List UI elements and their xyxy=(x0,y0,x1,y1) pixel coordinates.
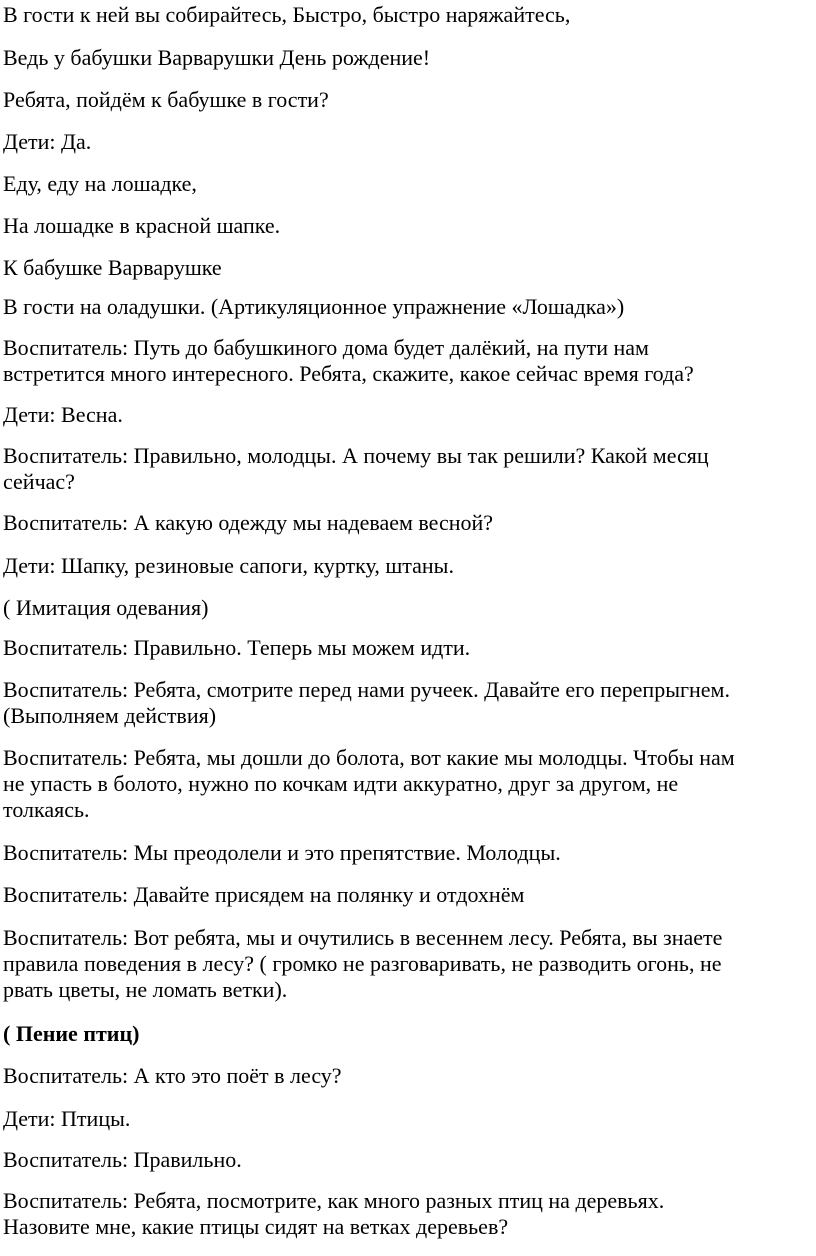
text-line: встретится много интересного. Ребята, скажите, какое сейчас время года? xyxy=(3,361,694,386)
text-line: Воспитатель: Давайте присядем на полянку и отдохнём xyxy=(3,882,525,907)
text-line: (Выполняем действия) xyxy=(3,703,217,728)
text-line: В гости на оладушки. (Артикуляционное упражнение «Лошадка») xyxy=(3,294,625,319)
text-line: толкаясь. xyxy=(3,797,90,822)
text-line: Назовите мне, какие птицы сидят на ветках деревьев? xyxy=(3,1214,509,1239)
paragraph xyxy=(3,2,815,28)
text-line: Еду, еду на лошадке, xyxy=(3,171,197,196)
paragraph xyxy=(3,294,815,320)
paragraph xyxy=(3,443,815,495)
paragraph xyxy=(3,335,815,387)
bold-heading xyxy=(3,1021,815,1047)
paragraph xyxy=(3,171,815,197)
text-line: ( Имитация одевания) xyxy=(3,595,209,620)
paragraph xyxy=(3,1188,815,1240)
text-line: Воспитатель: Путь до бабушкиного дома будет далёкий, на пути нам xyxy=(3,335,649,360)
text-line: ( Пение птиц) xyxy=(3,1021,140,1046)
paragraph xyxy=(3,925,815,1003)
paragraph xyxy=(3,553,815,579)
paragraph xyxy=(3,213,815,239)
text-line: Дети: Весна. xyxy=(3,402,123,427)
text-line: Воспитатель: Мы преодолели и это препятствие. Молодцы. xyxy=(3,840,561,865)
text-line: К бабушке Варварушке xyxy=(3,255,222,280)
text-line: Воспитатель: А кто это поёт в лесу? xyxy=(3,1063,342,1088)
paragraph xyxy=(3,1147,815,1173)
text-line: Воспитатель: Ребята, смотрите перед нами ручеек. Давайте его перепрыгнем. xyxy=(3,677,730,702)
text-line: не упасть в болото, нужно по кочкам идти аккуратно, друг за другом, не xyxy=(3,771,679,796)
paragraph xyxy=(3,129,815,155)
text-line: Дети: Да. xyxy=(3,129,92,154)
paragraph xyxy=(3,510,815,536)
paragraph xyxy=(3,1063,815,1089)
text-line: Воспитатель: Вот ребята, мы и очутились в весеннем лесу. Ребята, вы знаете xyxy=(3,925,723,950)
text-line: Дети: Шапку, резиновые сапоги, куртку, штаны. xyxy=(3,553,454,578)
text-line: Ребята, пойдём к бабушке в гости? xyxy=(3,87,329,112)
paragraph xyxy=(3,882,815,908)
text-line: Воспитатель: Ребята, мы дошли до болота, вот какие мы молодцы. Чтобы нам xyxy=(3,745,735,770)
text-line: На лошадке в красной шапке. xyxy=(3,213,281,238)
paragraph xyxy=(3,595,815,621)
text-line: Воспитатель: Правильно, молодцы. А почему вы так решили? Какой месяц xyxy=(3,443,709,468)
text-line: Воспитатель: А какую одежду мы надеваем весной? xyxy=(3,510,494,535)
text-line: рвать цветы, не ломать ветки). xyxy=(3,977,288,1002)
text-line: Воспитатель: Правильно. Теперь мы можем идти. xyxy=(3,635,471,660)
paragraph xyxy=(3,840,815,866)
text-line: Воспитатель: Правильно. xyxy=(3,1147,242,1172)
paragraph xyxy=(3,1106,815,1132)
paragraph xyxy=(3,745,815,823)
text-line: сейчас? xyxy=(3,469,75,494)
text-line: правила поведения в лесу? ( громко не разговаривать, не разводить огонь, не xyxy=(3,951,722,976)
paragraph xyxy=(3,402,815,428)
text-line: Воспитатель: Ребята, посмотрите, как много разных птиц на деревьях. xyxy=(3,1188,665,1213)
paragraph xyxy=(3,255,815,281)
paragraph xyxy=(3,45,815,71)
text-line: Ведь у бабушки Варварушки День рождение! xyxy=(3,45,431,70)
text-line: Дети: Птицы. xyxy=(3,1106,131,1131)
paragraph xyxy=(3,87,815,113)
paragraph xyxy=(3,635,815,661)
paragraph xyxy=(3,677,815,729)
text-line: В гости к ней вы собирайтесь, Быстро, быстро наряжайтесь, xyxy=(3,2,571,27)
